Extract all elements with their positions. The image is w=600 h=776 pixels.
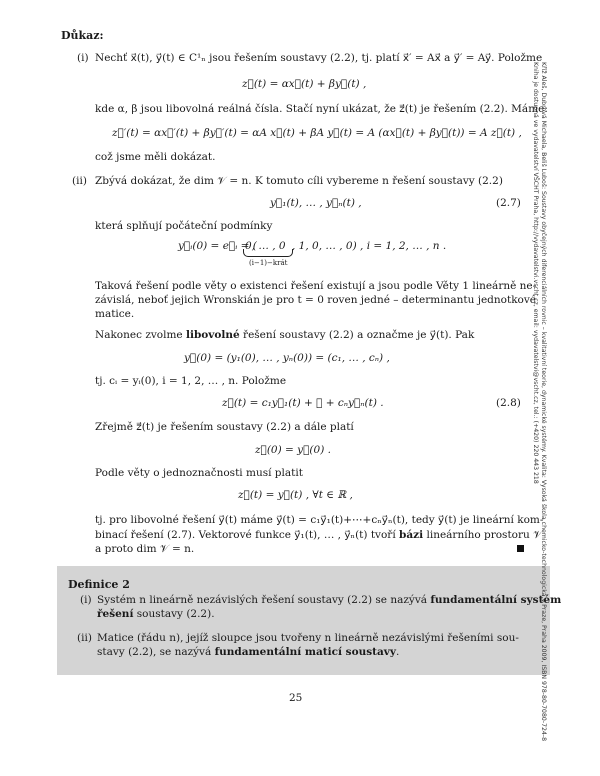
paragraph-2-bold: libovolné	[185, 329, 240, 341]
definition-ii-line2-pre: stavy (2.2), se nazývá	[97, 646, 215, 658]
paragraph-1-line1: Taková řešení podle věty o existenci řešení existují a jsou podle Věty 1 lineárně ne-	[95, 280, 537, 292]
proof-i-line1: Nechť x⃗(t), y⃗(t) ∈ C¹ₙ jsou řešením soustavy (2.2), tj. platí x⃗′ = Ax⃗ a y⃗′ = Ay⃗. Položme	[95, 52, 543, 64]
definition-i-line1	[97, 594, 561, 606]
final-line2-pre: binací řešení (2.7). Vektorové funkce y⃗₁(t), … , y⃗ₙ(t) tvoří	[95, 529, 400, 541]
paragraph-2-pre: Nakonec zvolme	[95, 329, 186, 341]
paragraph-1-line2: závislá, neboť jejich Wronskián je pro t = 0 roven jedné – determinantu jednotkové	[95, 294, 537, 306]
equation-zt: z⃗(t) = y⃗(t) , ∀t ∈ ℝ ,	[238, 489, 353, 501]
final-line2-post: lineárního prostoru 𝒱	[423, 529, 542, 541]
equation-z-derivative: z⃗′(t) = αx⃗′(t) + βy⃗′(t) = αA x⃗(t) + βA y⃗(t) = A (αx⃗(t) + βy⃗(t)) = A z⃗(t) ,	[112, 127, 522, 139]
definition-i-line2	[97, 608, 215, 620]
underbrace-label: (i−1)−krát	[249, 259, 288, 267]
definition-i-line1-pre: Systém n lineárně nezávislých řešení soustavy (2.2) se nazývá	[97, 594, 431, 606]
equation-initial-left: y⃗ᵢ(0) = e⃗ᵢ = (	[178, 240, 257, 252]
definition-ii-line2	[97, 646, 399, 658]
definition-ii-line2-post: .	[395, 646, 400, 658]
zrejme-line: Zřejmě z⃗(t) je řešením soustavy (2.2) a dále platí	[95, 421, 354, 433]
side-note-line2: Kniha je dostupná ve vydavatelství VŠCHT Praha, http://vydavatelstvi.vscht.cz, email: vydavatelstvi@vscht.cz, tel.: (+420) 220 443 218	[532, 62, 539, 484]
proof-heading: Důkaz:	[61, 29, 104, 42]
final-line3: a proto dim 𝒱 = n.	[95, 543, 195, 555]
final-line1: tj. pro libovolné řešení y⃗(t) máme y⃗(t) = c₁y⃗₁(t)+⋯+cₙy⃗ₙ(t), tedy y⃗(t) je lineární kom-	[95, 514, 544, 526]
definition-ii-line2-bold: fundamentální maticí soustavy	[214, 646, 396, 658]
proof-i-line3: což jsme měli dokázat.	[95, 151, 216, 163]
underbrace	[243, 249, 293, 257]
side-note-line1: Kříž Aleš, Dubrová Michaela, Beliš Luboš: Soustavy obyčejných diferenciálních rovnic – kvalitativní teorie, dynamické systémy. Kvalita: Vysoká škola chemicko-technologická v Praze, Praha 2009, ISBN 978-80-7080-724-8	[540, 62, 547, 742]
tj-line: tj. cᵢ = yᵢ(0), i = 1, 2, … , n. Položme	[95, 375, 287, 387]
definition-box	[57, 566, 550, 675]
paragraph-2-post: řešení soustavy (2.2) a označme je y⃗(t). Pak	[239, 329, 475, 341]
paragraph-1-line3: matice.	[95, 308, 135, 320]
equation-y0: y⃗(0) = (y₁(0), … , yₙ(0)) = (c₁, … , cₙ) ,	[184, 352, 390, 364]
equation-z0: z⃗(0) = y⃗(0) .	[255, 444, 331, 456]
equation-2-8: z⃗(t) = c₁y⃗₁(t) + ⋯ + cₙy⃗ₙ(t) .	[222, 397, 384, 409]
item-label-ii: (ii)	[72, 175, 87, 187]
definition-ii-line1: Matice (řádu n), jejíž sloupce jsou tvořeny n lineárně nezávislými řešeními sou-	[97, 632, 519, 644]
equation-z-definition: z⃗(t) = αx⃗(t) + βy⃗(t) ,	[242, 78, 367, 90]
proof-ii-line2: která splňují počáteční podmínky	[95, 220, 273, 232]
definition-i-line2-bold: řešení	[97, 608, 134, 620]
final-line2	[95, 529, 542, 542]
definition-title: Definice 2	[68, 578, 130, 591]
podle-line: Podle věty o jednoznačnosti musí platit	[95, 467, 303, 479]
side-note	[517, 62, 547, 742]
item-label-i: (i)	[77, 52, 89, 64]
paragraph-2	[95, 329, 474, 341]
equation-number-2-8: (2.8)	[496, 397, 521, 409]
final-line2-bold: bázi	[399, 529, 424, 541]
equation-initial-zeros: 0, … , 0	[245, 240, 286, 252]
proof-i-line2: kde α, β jsou libovolná reálná čísla. Stačí nyní ukázat, že z⃗(t) je řešením (2.2). Máme:	[95, 103, 548, 115]
definition-item-label-ii: (ii)	[77, 632, 92, 644]
definition-i-line1-bold: fundamentální systém	[430, 594, 562, 606]
equation-initial-right: , 1, 0, … , 0) , i = 1, 2, … , n .	[292, 240, 447, 252]
page-number: 25	[289, 692, 303, 704]
definition-i-line2-post: soustavy (2.2).	[133, 608, 215, 620]
equation-number-2-7: (2.7)	[496, 197, 521, 209]
proof-ii-line1: Zbývá dokázat, že dim 𝒱 = n. K tomuto cíli vybereme n řešení soustavy (2.2)	[95, 175, 503, 187]
equation-2-7: y⃗₁(t), … , y⃗ₙ(t) ,	[270, 197, 362, 209]
definition-item-label-i: (i)	[80, 594, 92, 606]
